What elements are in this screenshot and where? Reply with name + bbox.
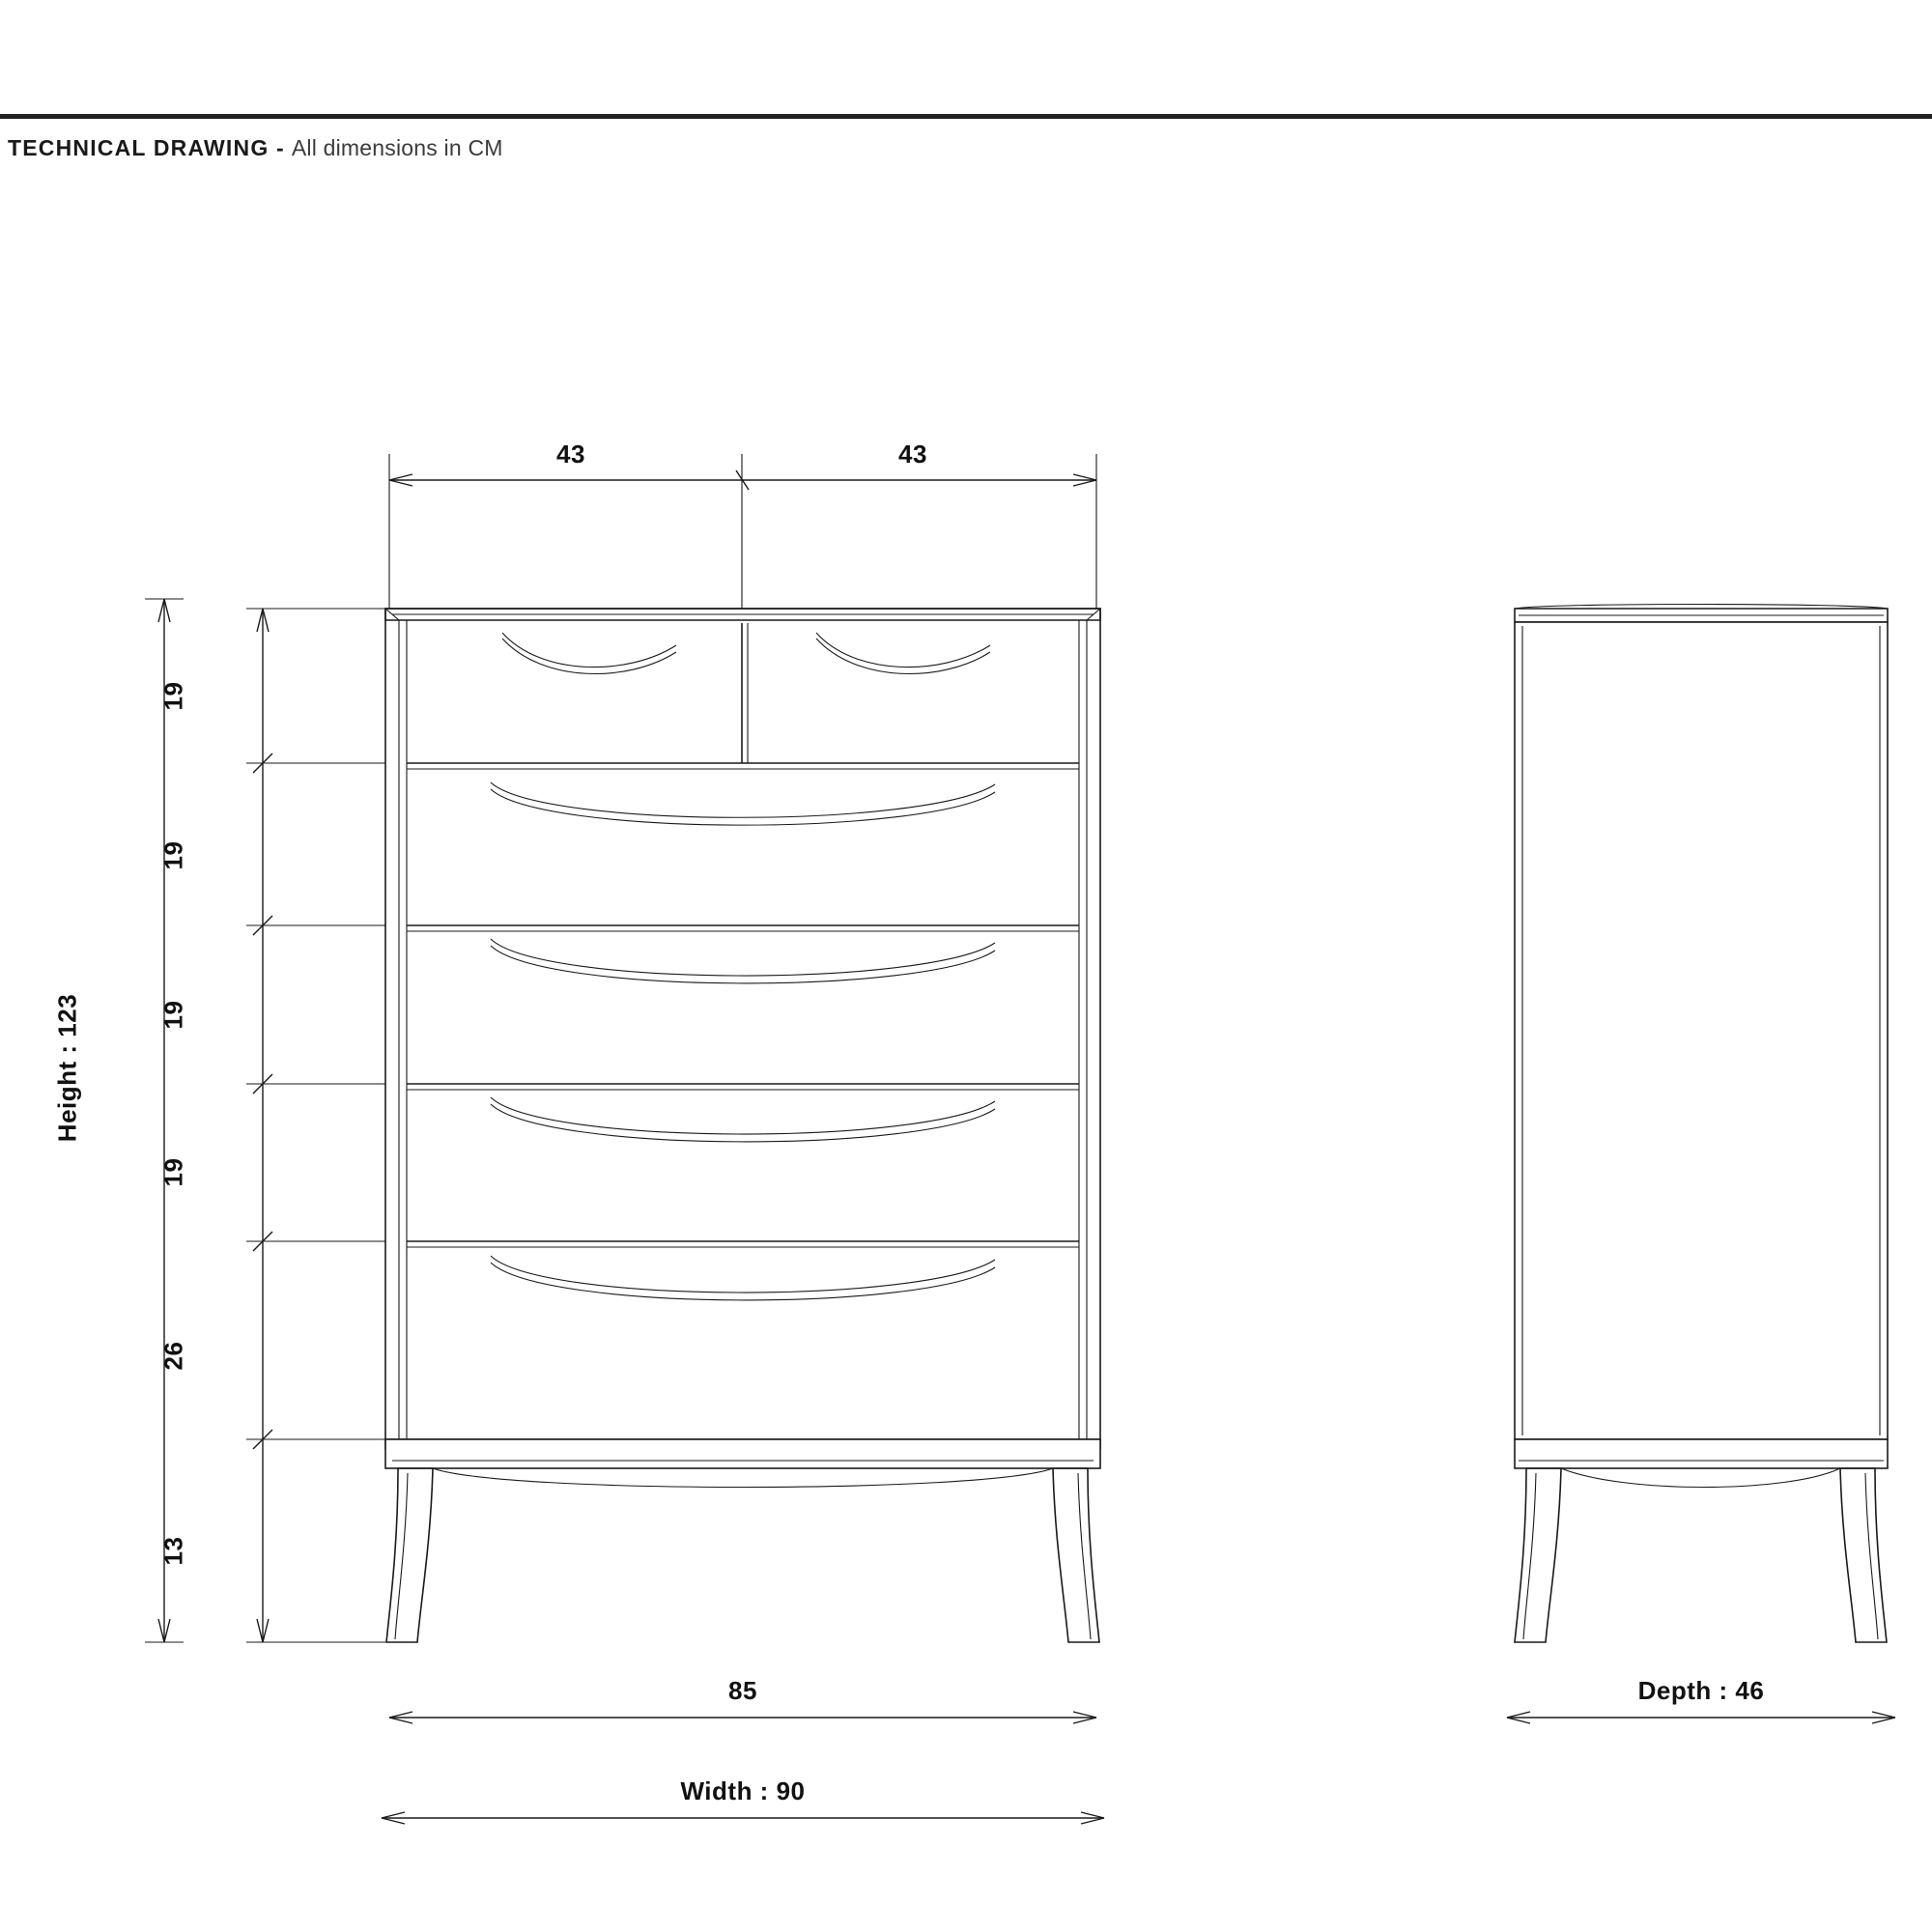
- dim-height-label: Height : 123: [52, 993, 82, 1143]
- dim-base-height: 13: [158, 1536, 188, 1566]
- dim-drawer-5: 26: [158, 1341, 188, 1371]
- dim-drawer-1: 19: [158, 681, 188, 711]
- side-carcass: [1515, 605, 1888, 1643]
- front-base-and-legs: [385, 1439, 1100, 1642]
- front-carcass: [385, 609, 1100, 1449]
- height-dimension-line: [145, 599, 184, 1642]
- page-title-subtitle: All dimensions in CM: [291, 135, 503, 160]
- dim-drawer-2: 19: [158, 840, 188, 870]
- dim-top-left-43: 43: [556, 440, 585, 469]
- dim-top-right-43: 43: [898, 440, 927, 469]
- front-bottom-dimension-85: [389, 1712, 1096, 1723]
- dim-drawer-3: 19: [158, 1000, 188, 1030]
- front-bottom-dimension-width: [382, 1812, 1104, 1824]
- dim-depth-label: Depth : 46: [1637, 1676, 1765, 1705]
- dim-drawer-4: 19: [158, 1157, 188, 1187]
- dim-width-label: Width : 90: [680, 1776, 806, 1805]
- front-top-dimension-line: [389, 454, 1096, 618]
- dim-carcass-width-85: 85: [728, 1676, 757, 1705]
- drawer-height-dimension-chain: [246, 609, 385, 1642]
- page-title-strong: TECHNICAL DRAWING -: [8, 135, 285, 160]
- side-depth-dimension-line: [1507, 1712, 1895, 1723]
